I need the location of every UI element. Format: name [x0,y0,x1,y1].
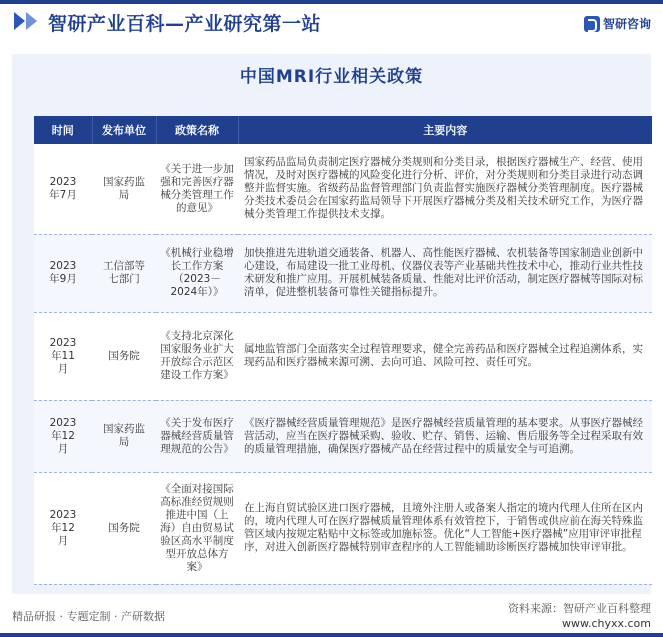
footer-tagline: 精品研报 · 专题定制 · 产研数据 [12,610,165,623]
cell-content: 国家药品监局负责制定医疗器械分类规则和分类目录，根据医疗器械生产、经营、使用情况，及时对医疗器械的风险变化进行分析、评价，对分类规则和分类目录进行动态调整并监督实施。省级药品监督管理部门负责监督实施医疗器械分类管理制度。医疗器械分类技术委员会在国家药监局领导下开展医疗器械分类及相关技术研究工作，为医疗器械分类管理工作提供技术支撑。 [238,144,652,234]
cell-content: 加快推进先进轨道交通装备、机器人、高性能医疗器械、农机装备等国家制造业创新中心建设，布局建设一批工业母机、仪器仪表等产业基础共性技术中心，推动行业共性技术研发和推广应用。开展机械装备质量、性能对比评价活动，制定医疗器械等国际对标清单，促进整机装备可靠性关键指标提升。 [238,234,652,312]
policy-table [34,116,652,585]
brand-logo-text: 智研咨询 [602,17,651,31]
column-header-publisher: 发布单位 [92,116,156,144]
cell-time: 2023 年12 月 [34,400,92,472]
column-header-content: 主要内容 [238,116,652,144]
cell-publisher: 国务院 [92,472,156,584]
cell-content: 《医疗器械经营质量管理规范》是医疗器械经营质量管理的基本要求。从事医疗器械经营活动，应当在医疗器械采购、验收、贮存、销售、运输、售后服务等全过程采取有效的质量管理措施，确保医疗器械产品在经营过程中的质量安全与可追溯。 [238,400,652,472]
column-header-time: 时间 [34,116,92,144]
panel-title: 中国MRI行业相关政策 [239,67,424,87]
cell-time: 2023 年11 月 [34,312,92,400]
table-header-row [34,116,652,144]
footer-site-link[interactable]: www.chyxx.com [561,617,651,630]
header-accent-bar [0,0,663,4]
column-header-policy: 政策名称 [156,116,238,144]
header-title: 智研产业百科—产业研究第一站 [48,13,322,35]
footer-accent-bar [0,633,663,637]
cell-publisher: 国家药监 局 [92,144,156,234]
cell-policy: 《机械行业稳增长工作方案（2023－2024年）》 [156,234,238,312]
table-row [34,144,652,234]
table-row [34,472,652,584]
table-row [34,400,652,472]
cell-policy: 《关于进一步加强和完善医疗器械分类管理工作的意见》 [156,144,238,234]
cell-time: 2023 年7月 [34,144,92,234]
brand-logo [584,13,651,31]
table-row [34,234,652,312]
chevron-decoration-icon [14,12,38,30]
brand-logo-icon [584,16,600,32]
page-footer [0,598,663,637]
cell-policy: 《支持北京深化国家服务业扩大开放综合示范区建设工作方案》 [156,312,238,400]
cell-content: 属地监管部门全面落实全过程管理要求，健全完善药品和医疗器械全过程追溯体系，实现药品和医疗器械来源可溯、去向可追、风险可控、责任可究。 [238,312,652,400]
cell-publisher: 国家药监 局 [92,400,156,472]
cell-policy: 《关于发布医疗器械经营质量管理规范的公告》 [156,400,238,472]
cell-publisher: 工信部等 七部门 [92,234,156,312]
table-row [34,312,652,400]
footer-source [508,601,651,631]
cell-policy: 《全面对接国际高标准经贸规则推进中国（上海）自由贸易试验区高水平制度型开放总体方案》 [156,472,238,584]
footer-source-text: 资料来源：智研产业百科整理 [508,602,651,615]
cell-time: 2023 年9月 [34,234,92,312]
cell-publisher: 国务院 [92,312,156,400]
top-header [0,0,663,42]
cell-time: 2023 年12 月 [34,472,92,584]
cell-content: 在上海自贸试验区进口医疗器械，且境外注册人或备案人指定的境内代理人住所在区内的，境内代理人可在医疗器械质量管理体系有效管控下，于销售或供应前在海关特殊监管区域内按规定粘贴中文标签或加施标签。优化“人工智能+医疗器械”应用审评审批程序，对进入创新医疗器械特别审查程序的人工智能辅助诊断医疗器械加快审评审批。 [238,472,652,584]
